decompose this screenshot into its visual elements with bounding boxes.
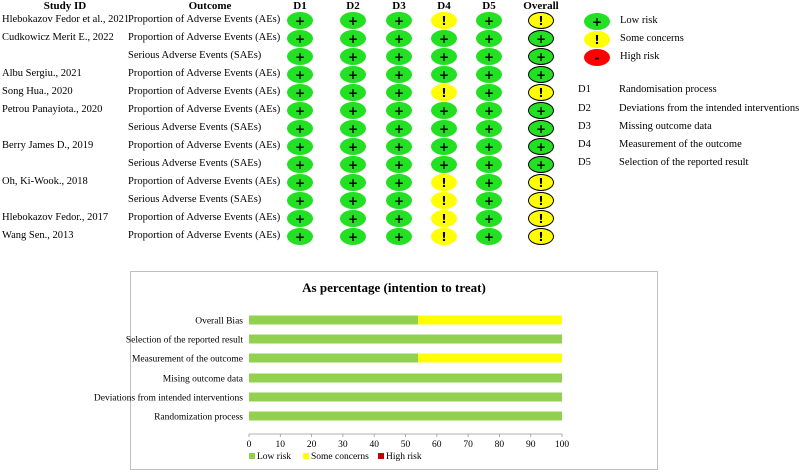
header-d4: D4 xyxy=(437,0,451,12)
bar-low-risk xyxy=(249,316,418,325)
outcome-label: Proportion of Adverse Events (AEs) xyxy=(128,212,281,223)
domain-name-d5: Selection of the reported result xyxy=(619,157,749,168)
risk-dot-d3-low: + xyxy=(386,210,412,227)
risk-dot-d5-low: + xyxy=(476,48,502,65)
outcome-label: Proportion of Adverse Events (AEs) xyxy=(128,104,281,115)
domain-code-d2: D2 xyxy=(578,103,591,114)
risk-dot-d5-low: + xyxy=(476,192,502,209)
outcome-label: Proportion of Adverse Events (AEs) xyxy=(128,176,281,187)
risk-dot-d1-low: + xyxy=(287,102,313,119)
outcome-label: Proportion of Adverse Events (AEs) xyxy=(128,14,281,25)
domain-code-d5: D5 xyxy=(578,157,591,168)
header-overall: Overall xyxy=(523,0,559,12)
study-id: Albu Sergiu., 2021 xyxy=(2,68,82,79)
overall-risk-dot-some: ! xyxy=(528,174,554,191)
risk-dot-d2-low: + xyxy=(340,102,366,119)
risk-dot-d4-some: ! xyxy=(431,192,457,209)
risk-dot-d1-low: + xyxy=(287,120,313,137)
overall-risk-dot-some: ! xyxy=(528,210,554,227)
legend-label-low-risk: Low risk xyxy=(257,452,292,462)
low-risk-legend-dot: + xyxy=(584,13,610,30)
risk-dot-d2-low: + xyxy=(340,120,366,137)
study-id: Cudkowicz Merit E., 2022 xyxy=(2,32,114,43)
risk-dot-d1-low: + xyxy=(287,12,313,29)
high-risk-legend-label: High risk xyxy=(620,51,660,62)
study-id: Hlebokazov Fedor et al., 2021 xyxy=(2,14,130,25)
bar-low-risk xyxy=(249,393,562,402)
x-tick-label: 10 xyxy=(275,440,286,450)
risk-dot-d5-low: + xyxy=(476,210,502,227)
overall-risk-dot-some: ! xyxy=(528,228,554,245)
risk-dot-d5-low: + xyxy=(476,174,502,191)
outcome-label: Serious Adverse Events (SAEs) xyxy=(128,50,262,61)
outcome-label: Serious Adverse Events (SAEs) xyxy=(128,122,262,133)
risk-dot-d3-low: + xyxy=(386,30,412,47)
risk-dot-d4-some: ! xyxy=(431,84,457,101)
some-concerns-legend-dot: ! xyxy=(584,31,610,48)
outcome-label: Serious Adverse Events (SAEs) xyxy=(128,158,262,169)
header-study-id: Study ID xyxy=(43,0,87,12)
domain-name-d3: Missing outcome data xyxy=(619,121,712,132)
bar-some-concerns xyxy=(418,316,562,325)
risk-dot-d2-low: + xyxy=(340,84,366,101)
risk-dot-d2-low: + xyxy=(340,228,366,245)
x-tick-label: 100 xyxy=(554,440,570,450)
x-tick-label: 0 xyxy=(246,440,252,450)
risk-dot-d4-low: + xyxy=(431,30,457,47)
category-label: Mising outcome data xyxy=(162,374,243,385)
legend-swatch-some-concerns xyxy=(303,453,309,459)
overall-risk-dot-some: ! xyxy=(528,12,554,29)
risk-dot-d4-some: ! xyxy=(431,210,457,227)
high-risk-legend-dot: - xyxy=(584,49,610,66)
percentage-chart xyxy=(93,271,658,470)
chart-title: As percentage (intention to treat) xyxy=(302,280,486,295)
bar-some-concerns xyxy=(418,354,562,363)
x-tick-label: 40 xyxy=(369,440,379,450)
category-label: Overall Bias xyxy=(195,316,243,327)
x-tick-label: 50 xyxy=(400,440,411,450)
risk-dot-d4-low: + xyxy=(431,102,457,119)
risk-dot-d4-some: ! xyxy=(431,12,457,29)
domain-code-d1: D1 xyxy=(578,84,591,95)
risk-dot-d3-low: + xyxy=(386,174,412,191)
overall-risk-dot-some: ! xyxy=(528,84,554,101)
domain-code-d3: D3 xyxy=(578,121,591,132)
risk-dot-d2-low: + xyxy=(340,30,366,47)
study-id: Song Hua., 2020 xyxy=(2,86,73,97)
risk-dot-d5-low: + xyxy=(476,12,502,29)
bar-low-risk xyxy=(249,354,418,363)
bar-low-risk xyxy=(249,335,562,344)
risk-dot-d3-low: + xyxy=(386,192,412,209)
category-label: Selection of the reported result xyxy=(125,335,243,346)
risk-dot-d3-low: + xyxy=(386,84,412,101)
risk-dot-d2-low: + xyxy=(340,192,366,209)
study-id: Berry James D., 2019 xyxy=(2,140,94,151)
risk-dot-d4-low: + xyxy=(431,120,457,137)
risk-dot-d2-low: + xyxy=(340,48,366,65)
domain-code-d4: D4 xyxy=(578,139,591,150)
risk-dot-d3-low: + xyxy=(386,102,412,119)
header-d1: D1 xyxy=(293,0,307,12)
risk-dot-d3-low: + xyxy=(386,66,412,83)
risk-dot-d1-low: + xyxy=(287,66,313,83)
risk-dot-d3-low: + xyxy=(386,156,412,173)
some-concerns-legend-label: Some concerns xyxy=(620,33,684,44)
x-tick-label: 60 xyxy=(432,440,442,450)
x-tick-label: 30 xyxy=(338,440,348,450)
bar-low-risk xyxy=(249,412,562,421)
risk-dot-d1-low: + xyxy=(287,48,313,65)
risk-dot-d2-low: + xyxy=(340,174,366,191)
risk-dot-d4-low: + xyxy=(431,48,457,65)
legend-label-some-concerns: Some concerns xyxy=(311,452,369,462)
overall-risk-dot-low: + xyxy=(528,48,554,65)
legend-swatch-high-risk xyxy=(378,453,384,459)
risk-dot-d3-low: + xyxy=(386,120,412,137)
risk-dot-d3-low: + xyxy=(386,228,412,245)
legend-swatch-low-risk xyxy=(249,453,255,459)
header-d3: D3 xyxy=(392,0,406,12)
risk-dot-d3-low: + xyxy=(386,48,412,65)
risk-dot-d4-some: ! xyxy=(431,228,457,245)
risk-dot-d5-low: + xyxy=(476,120,502,137)
risk-dot-d1-low: + xyxy=(287,138,313,155)
risk-dot-d4-low: + xyxy=(431,156,457,173)
x-tick-label: 80 xyxy=(494,440,505,450)
domain-name-d4: Measurement of the outcome xyxy=(619,139,742,150)
risk-dot-d2-low: + xyxy=(340,66,366,83)
risk-dot-d5-low: + xyxy=(476,30,502,47)
legend-label-high-risk: High risk xyxy=(386,452,422,462)
category-label: Measurement of the outcome xyxy=(131,354,243,365)
chart-canvas xyxy=(93,272,657,469)
risk-dot-d5-low: + xyxy=(476,102,502,119)
category-label: Deviations from intended interventions xyxy=(93,393,243,404)
domain-name-d2: Deviations from the intended interventions xyxy=(619,103,799,114)
category-label: Randomization process xyxy=(154,412,243,423)
risk-dot-d5-low: + xyxy=(476,138,502,155)
risk-dot-d2-low: + xyxy=(340,156,366,173)
outcome-label: Proportion of Adverse Events (AEs) xyxy=(128,230,281,241)
overall-risk-dot-low: + xyxy=(528,30,554,47)
header-d2: D2 xyxy=(346,0,360,12)
risk-dot-d1-low: + xyxy=(287,228,313,245)
overall-risk-dot-low: + xyxy=(528,102,554,119)
risk-dot-d4-low: + xyxy=(431,66,457,83)
risk-dot-d3-low: + xyxy=(386,12,412,29)
study-id: Oh, Ki-Wook., 2018 xyxy=(2,176,88,187)
risk-dot-d1-low: + xyxy=(287,156,313,173)
low-risk-legend-label: Low risk xyxy=(620,15,658,26)
risk-dot-d2-low: + xyxy=(340,12,366,29)
risk-dot-d4-low: + xyxy=(431,138,457,155)
risk-dot-d5-low: + xyxy=(476,66,502,83)
header-d5: D5 xyxy=(482,0,496,12)
risk-dot-d2-low: + xyxy=(340,210,366,227)
outcome-label: Proportion of Adverse Events (AEs) xyxy=(128,86,281,97)
risk-dot-d1-low: + xyxy=(287,174,313,191)
study-id: Hlebokazov Fedor., 2017 xyxy=(2,212,109,223)
study-id: Petrou Panayiota., 2020 xyxy=(2,104,103,115)
overall-risk-dot-low: + xyxy=(528,120,554,137)
overall-risk-dot-some: ! xyxy=(528,192,554,209)
risk-dot-d1-low: + xyxy=(287,84,313,101)
risk-dot-d1-low: + xyxy=(287,30,313,47)
overall-risk-dot-low: + xyxy=(528,156,554,173)
risk-dot-d4-some: ! xyxy=(431,174,457,191)
x-tick-label: 20 xyxy=(306,440,317,450)
risk-dot-d5-low: + xyxy=(476,84,502,101)
bar-low-risk xyxy=(249,374,562,383)
risk-dot-d5-low: + xyxy=(476,228,502,245)
risk-dot-d3-low: + xyxy=(386,138,412,155)
study-id: Wang Sen., 2013 xyxy=(2,230,74,241)
outcome-label: Serious Adverse Events (SAEs) xyxy=(128,194,262,205)
domain-name-d1: Randomisation process xyxy=(619,84,717,95)
x-tick-label: 70 xyxy=(463,440,473,450)
outcome-label: Proportion of Adverse Events (AEs) xyxy=(128,68,281,79)
overall-risk-dot-low: + xyxy=(528,138,554,155)
x-tick-label: 90 xyxy=(525,440,536,450)
risk-dot-d5-low: + xyxy=(476,156,502,173)
risk-dot-d1-low: + xyxy=(287,192,313,209)
overall-risk-dot-low: + xyxy=(528,66,554,83)
risk-dot-d1-low: + xyxy=(287,210,313,227)
outcome-label: Proportion of Adverse Events (AEs) xyxy=(128,140,281,151)
outcome-label: Proportion of Adverse Events (AEs) xyxy=(128,32,281,43)
header-outcome: Outcome xyxy=(188,0,232,12)
risk-dot-d2-low: + xyxy=(340,138,366,155)
